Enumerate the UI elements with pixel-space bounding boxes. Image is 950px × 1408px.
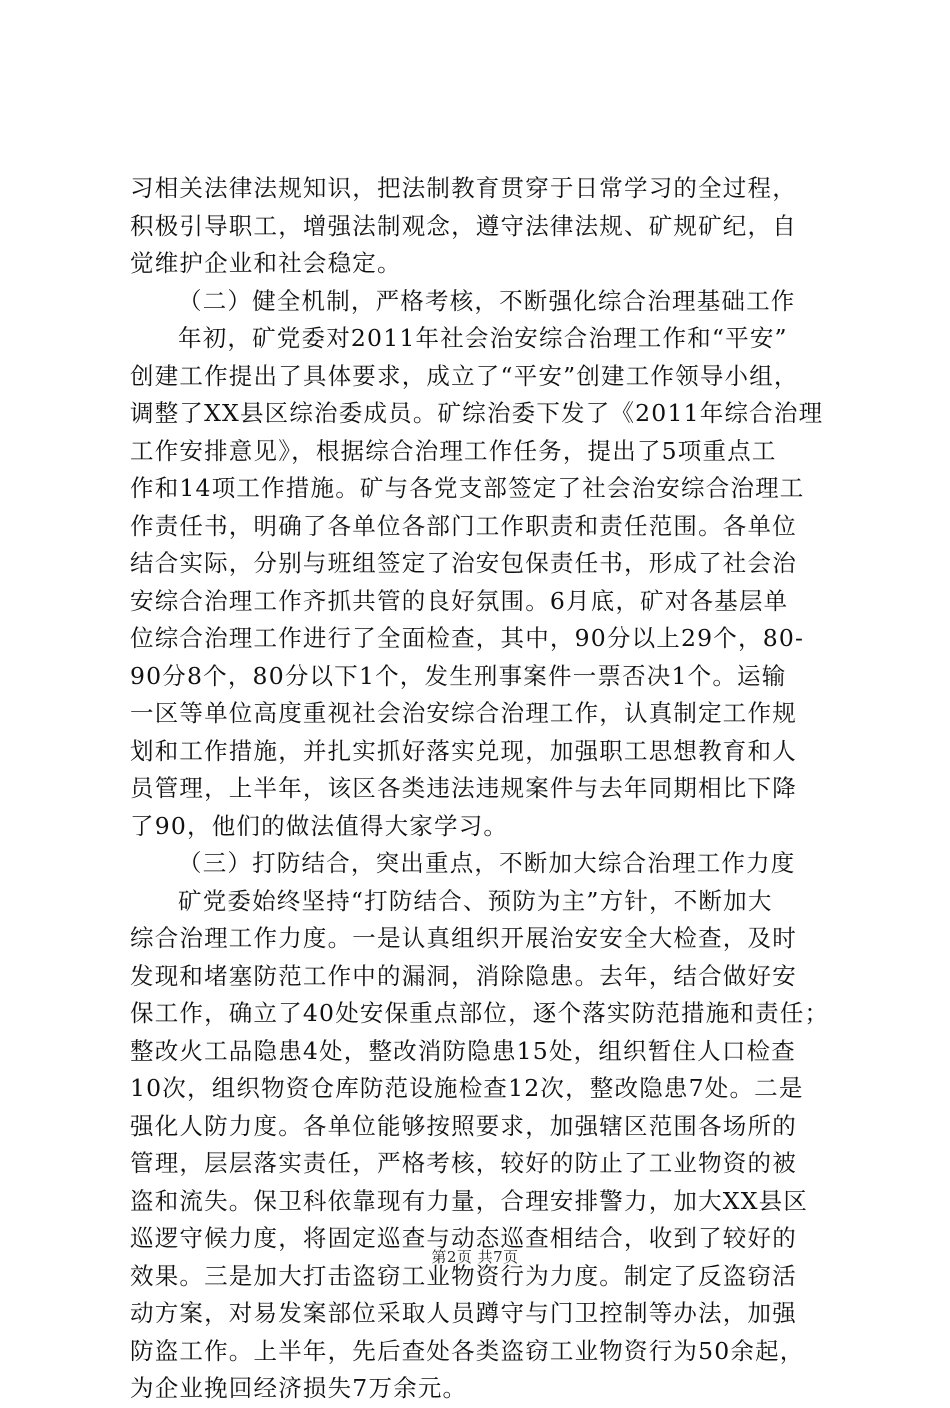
- text-line: 工作安排意见》，根据综合治理工作任务，提出了5项重点工: [130, 436, 777, 465]
- document-body: [130, 170, 830, 1408]
- text-line: 了90，他们的做法值得大家学习。: [130, 811, 509, 840]
- text-line: 作责任书，明确了各单位各部门工作职责和责任范围。各单位: [130, 511, 797, 540]
- text-line: 觉维护企业和社会稳定。: [130, 249, 402, 277]
- text-line: 习相关法律法规知识，把法制教育贯穿于日常学习的全过程，: [130, 174, 797, 202]
- text-line: 位综合治理工作进行了全面检查，其中，90分以上29个，80-: [130, 624, 805, 652]
- text-line: 积极引导职工，增强法制观念，遵守法律法规、矿规矿纪，自: [130, 211, 797, 240]
- text-line: 安综合治理工作齐抓共管的良好氛围。6月底，矿对各基层单: [130, 586, 789, 615]
- text-line: 划和工作措施，并扎实抓好落实兑现，加强职工思想教育和人: [130, 736, 797, 765]
- text-line: 一区等单位高度重视社会治安综合治理工作，认真制定工作规: [130, 699, 797, 727]
- section-heading: （三）打防结合，突出重点，不断加大综合治理工作力度: [178, 849, 796, 877]
- text-line: 作和14项工作措施。矿与各党支部签定了社会治安综合治理工: [130, 474, 805, 502]
- text-line: 强化人防力度。各单位能够按照要求，加强辖区范围各场所的: [130, 1111, 797, 1140]
- body-paragraphs: [130, 170, 830, 1408]
- text-line: 员管理，上半年，该区各类违法违规案件与去年同期相比下降: [130, 774, 797, 802]
- text-line: 综合治理工作力度。一是认真组织开展治安安全大检查，及时: [130, 924, 797, 952]
- text-line: 保工作，确立了40处安保重点部位，逐个落实防范措施和责任；: [130, 999, 830, 1027]
- text-line: 创建工作提出了具体要求，成立了“平安”创建工作领导小组，: [130, 361, 799, 390]
- text-line: 发现和堵塞防范工作中的漏洞，消除隐患。去年，结合做好安: [130, 961, 797, 990]
- section-heading: （二）健全机制，严格考核，不断强化综合治理基础工作: [178, 286, 796, 315]
- text-line: 90分8个，80分以下1个，发生刑事案件一票否决1个。运输: [130, 661, 787, 690]
- text-line: 矿党委始终坚持“打防结合、预防为主”方针，不断加大: [178, 886, 773, 915]
- text-line: 10次，组织物资仓库防范设施检查12次，整改隐患7处。二是: [130, 1074, 804, 1102]
- text-line: 调整了XX县区综治委成员。矿综治委下发了《2011年综合治理: [130, 399, 824, 427]
- text-line: 巡逻守候力度，将固定巡查与动态巡查相结合，收到了较好的: [130, 1224, 797, 1252]
- page-footer: 第2页 共7页: [431, 1248, 519, 1266]
- text-line: 盗和流失。保卫科依靠现有力量，合理安排警力，加大XX县区: [130, 1186, 809, 1215]
- text-line: 为企业挽回经济损失7万余元。: [130, 1374, 468, 1402]
- text-line: 动方案，对易发案部位采取人员蹲守与门卫控制等办法，加强: [130, 1299, 797, 1327]
- text-line: 年初，矿党委对2011年社会治安综合治理工作和“平安”: [178, 324, 788, 352]
- text-line: 整改火工品隐患4处，整改消防隐患15处，组织暂住人口检查: [130, 1036, 796, 1065]
- text-line: 防盗工作。上半年，先后查处各类盗窃工业物资行为50余起，: [130, 1336, 805, 1365]
- text-line: 管理，层层落实责任，严格考核，较好的防止了工业物资的被: [130, 1149, 797, 1177]
- text-line: 效果。三是加大打击盗窃工业物资行为力度。制定了反盗窃活: [130, 1261, 797, 1290]
- text-line: 结合实际，分别与班组签定了治安包保责任书，形成了社会治: [130, 549, 797, 577]
